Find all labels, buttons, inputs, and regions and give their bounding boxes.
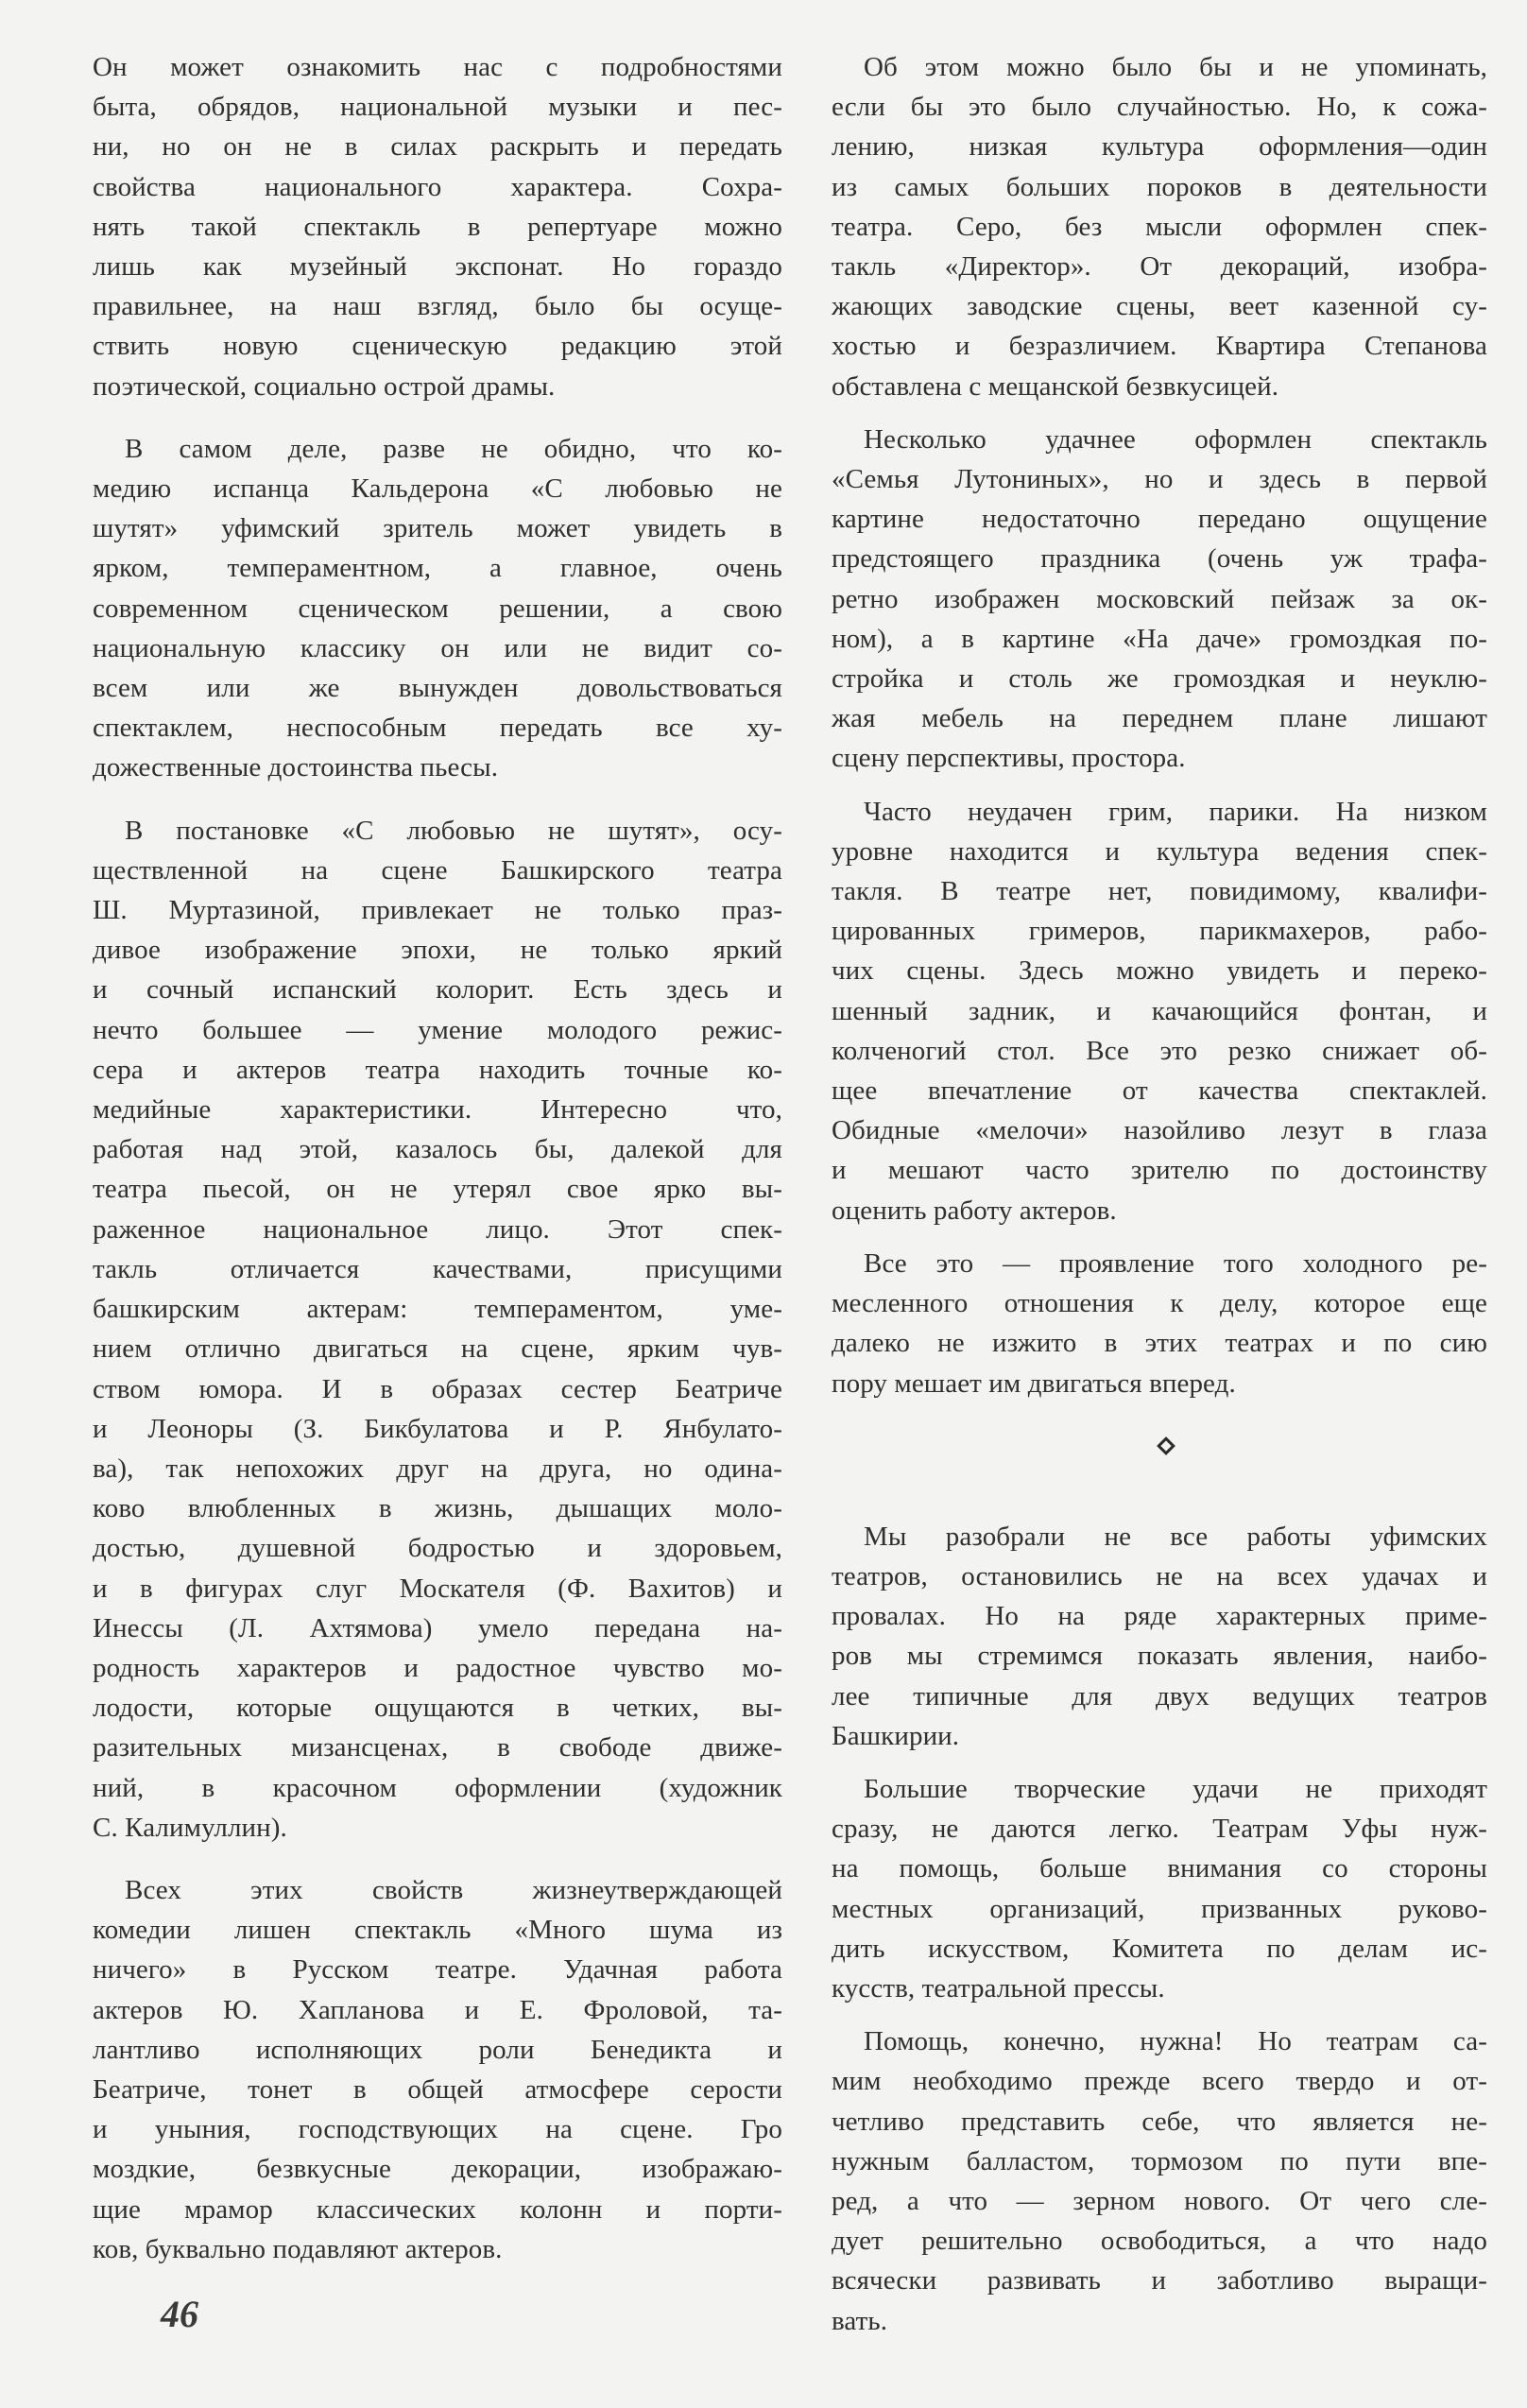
text-line: такль «Директор». От декораций, изобра- bbox=[832, 251, 1487, 283]
text-line: и Леоноры (З. Бикбулатова и Р. Янбулато- bbox=[93, 1413, 782, 1444]
text-line: лее типичные для двух ведущих театров bbox=[832, 1680, 1487, 1711]
text-line: колченогий стол. Все это резко снижает об- bbox=[832, 1035, 1487, 1066]
paragraph bbox=[93, 1870, 782, 2269]
text-line: дожественные достоинства пьесы. bbox=[93, 752, 499, 783]
paragraph bbox=[93, 811, 782, 1848]
text-line: Ш. Муртазиной, привлекает не только праз- bbox=[93, 895, 782, 926]
text-line: ничего» в Русском театре. Удачная работа bbox=[93, 1954, 782, 1986]
text-line: достью, душевной бодростью и здоровьем, bbox=[93, 1533, 782, 1564]
paragraph bbox=[93, 47, 782, 406]
paragraph bbox=[832, 2021, 1487, 2341]
text-line: и сочный испанский колорит. Есть здесь и bbox=[93, 974, 782, 1006]
text-line: лантливо исполняющих роли Бенедикта и bbox=[93, 2034, 782, 2065]
text-line: нужным балластом, тормозом по пути впе- bbox=[832, 2145, 1487, 2176]
text-line: и мешают часто зрителю по достоинству bbox=[832, 1155, 1487, 1186]
text-line: кусств, театральной прессы. bbox=[832, 1972, 1165, 2004]
paragraph-gap bbox=[832, 1230, 1487, 1244]
text-line: дить искусством, Комитета по делам ис- bbox=[832, 1933, 1487, 1964]
text-line: башкирским актерам: темпераментом, уме- bbox=[93, 1294, 782, 1325]
text-line: вать. bbox=[832, 2305, 888, 2336]
text-line: лишь как музейный экспонат. Но гораздо bbox=[93, 251, 782, 283]
text-line: месленного отношения к делу, которое еще bbox=[832, 1288, 1487, 1319]
text-line: обставлена с мещанской безвкусицей. bbox=[832, 370, 1279, 402]
text-line: если бы это было случайностью. Но, к сожа- bbox=[832, 92, 1487, 123]
paragraph bbox=[93, 429, 782, 788]
text-line: всячески развивать и заботливо выращи- bbox=[832, 2265, 1487, 2296]
text-line: свойства национального характера. Сохра- bbox=[93, 171, 782, 202]
text-line: из самых больших пороков в деятельности bbox=[832, 171, 1487, 202]
text-line: ров мы стремимся показать явления, наибо- bbox=[832, 1641, 1487, 1672]
paragraph-gap bbox=[93, 788, 782, 811]
text-line: комедии лишен спектакль «Много шума из bbox=[93, 1915, 782, 1946]
paragraph bbox=[832, 1769, 1487, 2008]
page-number: 46 bbox=[161, 2293, 198, 2335]
text-line: театра пьесой, он не утерял свое ярко вы- bbox=[93, 1174, 782, 1205]
text-line: В постановке «С любовью не шутят», осу- bbox=[125, 815, 782, 846]
text-line: дивое изображение эпохи, не только яркий bbox=[93, 935, 782, 966]
text-line: В самом деле, разве не обидно, что ко- bbox=[125, 433, 782, 464]
text-line: шенный задник, и качающийся фонтан, и bbox=[832, 995, 1487, 1026]
text-line: моздкие, безвкусные декорации, изображаю- bbox=[93, 2154, 782, 2185]
text-line: ярком, темпераментном, а главное, очень bbox=[93, 553, 782, 584]
text-line: Несколько удачнее оформлен спектакль bbox=[864, 423, 1487, 455]
diamond-ornament-icon bbox=[1157, 1436, 1175, 1455]
text-line: сразу, не даются легко. Театрам Уфы нуж- bbox=[832, 1814, 1487, 1845]
text-line: медию испанца Кальдерона «С любовью не bbox=[93, 473, 782, 505]
text-line: нять такой спектакль в репертуаре можно bbox=[93, 211, 782, 242]
text-line: театра. Серо, без мысли оформлен спек- bbox=[832, 211, 1487, 242]
paragraph-gap bbox=[832, 406, 1487, 420]
text-line: правильнее, на наш взгляд, было бы осуще- bbox=[93, 291, 782, 322]
text-line: провалах. Но на ряде характерных приме- bbox=[832, 1601, 1487, 1632]
text-line: ством юмора. И в образах сестер Беатриче bbox=[93, 1373, 782, 1404]
text-line: местных организаций, призванных руково- bbox=[832, 1893, 1487, 1924]
paragraph-gap bbox=[832, 1756, 1487, 1769]
section-divider bbox=[832, 1403, 1487, 1517]
text-line: родность характеров и радостное чувство мо- bbox=[93, 1652, 782, 1683]
text-line: медийные характеристики. Интересно что, bbox=[93, 1094, 782, 1126]
left-column bbox=[93, 47, 782, 2269]
text-line: жая мебель на переднем плане лишают bbox=[832, 703, 1487, 734]
text-line: нием отлично двигаться на сцене, ярким чув- bbox=[93, 1333, 782, 1365]
right-column bbox=[832, 47, 1487, 2341]
paragraph-gap bbox=[832, 2008, 1487, 2021]
text-line: шутят» уфимский зритель может увидеть в bbox=[93, 513, 782, 544]
text-line: стройка и столь же громоздкая и неуклю- bbox=[832, 663, 1487, 695]
text-line: Мы разобрали не все работы уфимских bbox=[864, 1521, 1487, 1552]
text-line: четливо представить себе, что является не- bbox=[832, 2106, 1487, 2137]
text-line: хостью и безразличием. Квартира Степанова bbox=[832, 331, 1487, 362]
text-line: ни, но он не в силах раскрыть и передать bbox=[93, 131, 782, 163]
text-line: жающих заводские сцены, веет казенной су- bbox=[832, 291, 1487, 322]
text-line: Об этом можно было бы и не упоминать, bbox=[864, 52, 1487, 82]
text-line: С. Калимуллин). bbox=[93, 1812, 287, 1843]
text-line: на помощь, больше внимания со стороны bbox=[832, 1853, 1487, 1884]
text-line: щие мрамор классических колонн и порти- bbox=[93, 2193, 782, 2225]
text-line: «Семья Лутониных», но и здесь в первой bbox=[832, 464, 1487, 495]
text-line: Помощь, конечно, нужна! Но театрам са- bbox=[864, 2026, 1487, 2057]
text-line: предстоящего праздника (очень уж трафа- bbox=[832, 543, 1487, 575]
text-line: Он может ознакомить нас с подробностями bbox=[93, 52, 782, 82]
text-line: Беатриче, тонет в общей атмосфере серости bbox=[93, 2073, 782, 2105]
text-line: уровне находится и культура ведения спек- bbox=[832, 835, 1487, 867]
text-line: лодости, которые ощущаются в четких, вы- bbox=[93, 1693, 782, 1724]
text-line: Большие творческие удачи не приходят bbox=[864, 1773, 1487, 1804]
text-line: Обидные «мелочи» назойливо лезут в глаза bbox=[832, 1115, 1487, 1146]
text-line: быта, обрядов, национальной музыки и пес- bbox=[93, 92, 782, 123]
paragraph bbox=[832, 47, 1487, 406]
text-line: чих сцены. Здесь можно увидеть и переко- bbox=[832, 955, 1487, 987]
paragraph bbox=[832, 1517, 1487, 1756]
paragraph bbox=[832, 420, 1487, 779]
text-line: и в фигурах слуг Москателя (Ф. Вахитов) и bbox=[93, 1573, 782, 1604]
text-line: ний, в красочном оформлении (художник bbox=[93, 1772, 782, 1803]
text-line: поэтической, социально острой драмы. bbox=[93, 370, 556, 402]
text-line: щее впечатление от качества спектаклей. bbox=[832, 1075, 1487, 1107]
text-line: мим необходимо прежде всего твердо и от- bbox=[832, 2066, 1487, 2097]
text-line: ном), а в картине «На даче» громоздкая по- bbox=[832, 623, 1487, 654]
text-line: Всех этих свойств жизнеутверждающей bbox=[125, 1874, 782, 1905]
paragraph bbox=[832, 792, 1487, 1230]
text-line: пору мешает им двигаться вперед. bbox=[832, 1367, 1236, 1399]
paragraph-gap bbox=[93, 406, 782, 429]
text-line: оценить работу актеров. bbox=[832, 1195, 1117, 1226]
text-line: ва), так непохожих друг на друга, но одина- bbox=[93, 1453, 782, 1484]
paragraph-gap bbox=[93, 1848, 782, 1870]
text-line: цированных гримеров, парикмахеров, рабо- bbox=[832, 916, 1487, 947]
text-line: сера и актеров театра находить точные ко- bbox=[93, 1054, 782, 1085]
text-line: Все это — проявление того холодного ре- bbox=[864, 1247, 1487, 1279]
text-line: нечто большее — умение молодого режис- bbox=[93, 1014, 782, 1045]
text-line: Инессы (Л. Ахтямова) умело передана на- bbox=[93, 1612, 782, 1643]
text-line: актеров Ю. Хапланова и Е. Фроловой, та- bbox=[93, 1994, 782, 2025]
text-line: современном сценическом решении, а свою bbox=[93, 593, 782, 624]
text-line: картине недостаточно передано ощущение bbox=[832, 504, 1487, 535]
text-line: ков, буквально подавляют актеров. bbox=[93, 2233, 503, 2264]
text-line: ществленной на сцене Башкирского театра bbox=[93, 854, 782, 886]
text-line: такля. В театре нет, повидимому, квалифи- bbox=[832, 876, 1487, 907]
paragraph bbox=[832, 1244, 1487, 1403]
text-line: национальную классику он или не видит со- bbox=[93, 632, 782, 663]
text-line: театров, остановились не на всех удачах и bbox=[832, 1560, 1487, 1591]
text-line: ствить новую сценическую редакцию этой bbox=[93, 331, 782, 362]
text-line: разительных мизансценах, в свободе движе- bbox=[93, 1732, 782, 1763]
text-line: сцену перспективы, простора. bbox=[832, 743, 1186, 774]
text-line: и уныния, господствующих на сцене. Гро bbox=[93, 2114, 782, 2145]
text-line: далеко не изжито в этих театрах и по сию bbox=[832, 1328, 1487, 1359]
text-line: Башкирии. bbox=[832, 1720, 960, 1751]
text-line: всем или же вынужден довольствоваться bbox=[93, 673, 782, 704]
text-line: такль отличается качествами, присущими bbox=[93, 1253, 782, 1284]
text-line: ретно изображен московский пейзаж за ок- bbox=[832, 583, 1487, 614]
text-line: дует решительно освободиться, а что надо bbox=[832, 2226, 1487, 2257]
text-line: ково влюбленных в жизнь, дышащих моло- bbox=[93, 1493, 782, 1524]
text-line: спектаклем, неспособным передать все ху- bbox=[93, 713, 782, 744]
text-line: раженное национальное лицо. Этот спек- bbox=[93, 1213, 782, 1245]
text-line: лению, низкая культура оформления—один bbox=[832, 131, 1487, 163]
paragraph-gap bbox=[832, 779, 1487, 792]
text-line: работая над этой, казалось бы, далекой для bbox=[93, 1134, 782, 1165]
text-line: Часто неудачен грим, парики. На низком bbox=[864, 796, 1487, 827]
text-line: ред, а что — зерном нового. От чего сле- bbox=[832, 2185, 1487, 2216]
